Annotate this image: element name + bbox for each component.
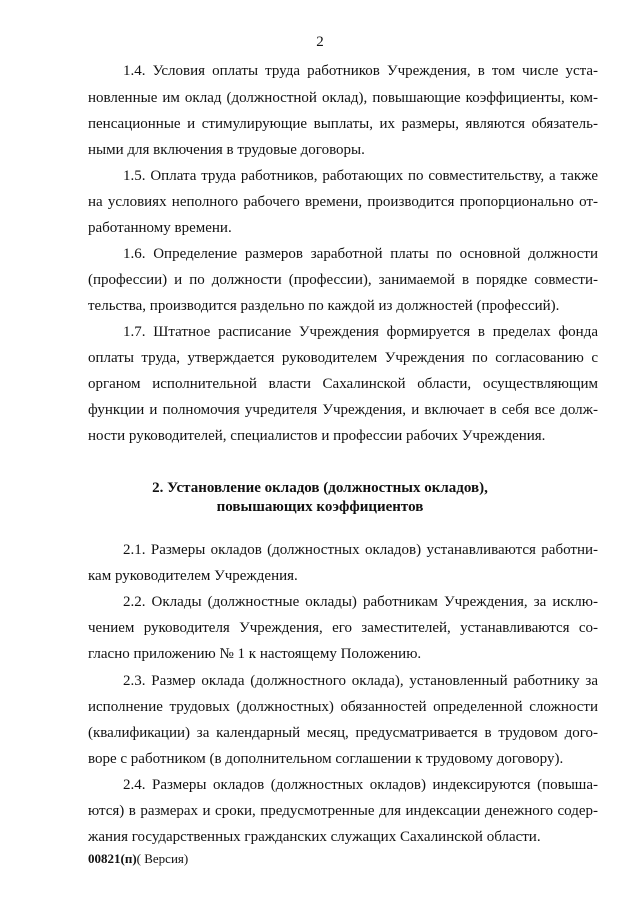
paragraph-line: пенсационные и стимулирующие выплаты, их размеры, являются обязатель- [88, 116, 598, 132]
section-heading-line: повышающих коэффициентов [216, 499, 424, 515]
paragraph-line: 2.1. Размеры окладов (должностных окладов) устанавливаются работни- [123, 542, 598, 558]
paragraph-line: кам руководителем Учреждения. [88, 568, 298, 584]
paragraph-line: жания государственных гражданских служащих Сахалинской области. [88, 829, 541, 845]
document-version: ( Версия) [136, 851, 189, 866]
paragraph-line: оплаты труда, утверждается руководителем Учреждения по согласованию с [88, 350, 598, 366]
paragraph-line: ются) в размерах и сроки, предусмотренные для индексации денежного содер- [88, 803, 598, 819]
paragraph-line: 1.4. Условия оплаты труда работников Учреждения, в том числе уста- [123, 63, 598, 79]
paragraph-line: исполнение трудовых (должностных) обязанностей определенной сложности [88, 699, 598, 715]
paragraph-line: 2.3. Размер оклада (должностного оклада), установленный работнику за [123, 673, 598, 689]
paragraph-line: ности руководителей, специалистов и профессии рабочих Учреждения. [88, 428, 546, 444]
paragraph-line: работанному времени. [88, 220, 232, 236]
paragraph-line: на условиях неполного рабочего времени, производится пропорционально от- [88, 194, 598, 210]
paragraph-line: (квалификации) за календарный месяц, предусматривается в трудовом дого- [88, 725, 598, 741]
document-footer [88, 851, 188, 867]
paragraph-line: органом исполнительной власти Сахалинской области, осуществляющим [88, 376, 598, 392]
paragraph-line: чением руководителя Учреждения, его заместителей, устанавливаются со- [88, 620, 598, 636]
section-heading-line: 2. Установление окладов (должностных окладов), [152, 480, 488, 496]
page-number: 2 [316, 34, 324, 50]
paragraph-line: 1.7. Штатное расписание Учреждения формируется в пределах фонда [123, 324, 598, 340]
paragraph-line: 1.6. Определение размеров заработной платы по основной должности [123, 246, 598, 262]
paragraph-line: функции и полномочия учредителя Учреждения, и включает в себя все долж- [88, 402, 598, 418]
paragraph-line: гласно приложению № 1 к настоящему Положению. [88, 646, 422, 662]
paragraph-line: новленные им оклад (должностной оклад), повышающие коэффициенты, ком- [88, 90, 598, 106]
paragraph-line: воре с работником (в дополнительном соглашении к трудовому договору). [88, 751, 564, 767]
paragraph-line: 2.2. Оклады (должностные оклады) работникам Учреждения, за исклю- [123, 594, 598, 610]
document-code: 00821(п) [88, 851, 137, 866]
paragraph-line: (профессии) и по должности (профессии), занимаемой в порядке совмести- [88, 272, 598, 288]
paragraph-line: 1.5. Оплата труда работников, работающих по совместительству, а также [123, 168, 598, 184]
paragraph-line: ными для включения в трудовые договоры. [88, 142, 365, 158]
paragraph-line: тельства, производится раздельно по каждой из должностей (профессий). [88, 298, 560, 314]
paragraph-line: 2.4. Размеры окладов (должностных окладов) индексируются (повыша- [123, 777, 598, 793]
